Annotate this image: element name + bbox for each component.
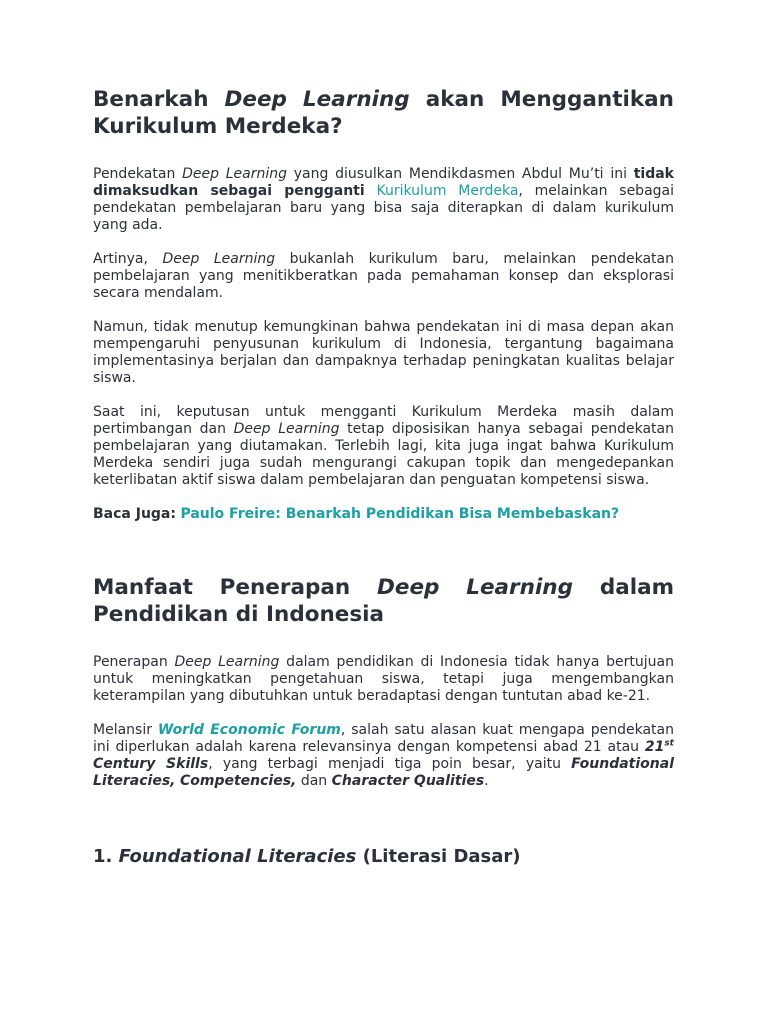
subheading-em: Foundational Literacies bbox=[118, 846, 357, 867]
kurikulum-merdeka-link[interactable]: Kurikulum Merdeka bbox=[376, 183, 519, 199]
subheading-foundational-literacies bbox=[93, 845, 674, 869]
p2-text-b: bukanlah kurikulum baru, melainkan pendekatan pembelajaran yang menitikberatkan pada pemahaman konsep dan eksplorasi secara mendalam. bbox=[93, 251, 674, 301]
section-title-pre: Manfaat Penerapan bbox=[93, 575, 378, 600]
subheading-num: 1. bbox=[93, 846, 119, 867]
p6-text-c: , yang terbagi menjadi tiga poin besar, yaitu bbox=[208, 756, 572, 772]
paragraph-5 bbox=[93, 654, 674, 705]
p6-text-e: dan bbox=[296, 773, 332, 789]
section-title-post: dalam Pendidikan di Indonesia bbox=[93, 575, 675, 627]
p6-text-a: Melansir bbox=[93, 722, 158, 738]
skills-rest: Century Skills bbox=[93, 756, 209, 772]
term-competencies: Competencies, bbox=[179, 773, 297, 789]
p4-text-b: tetap diposisikan hanya sebagai pendekatan pembelajaran yang diutamakan. Terlebih lagi, kita juga ingat bahwa Kurikulum Merdeka sendiri juga sudah mengurangi cakupan topik dan mengedepankan keterlibatan aktif siswa dalam pembelajaran dan penguatan kompetensi siswa. bbox=[93, 421, 674, 488]
title-post: akan Menggantikan Kurikulum Merdeka? bbox=[93, 87, 674, 139]
p1-text-a: Pendekatan bbox=[93, 166, 183, 182]
baca-juga-label: Baca Juga: bbox=[93, 506, 176, 522]
p4-em: Deep Learning bbox=[233, 421, 340, 437]
paragraph-4 bbox=[93, 404, 674, 489]
p1-em: Deep Learning bbox=[182, 166, 287, 182]
baca-juga bbox=[93, 506, 674, 523]
term-foundational-literacies: Foundational Literacies, bbox=[93, 756, 674, 789]
subheading-rest: (Literasi Dasar) bbox=[356, 846, 521, 867]
title-pre: Benarkah bbox=[93, 87, 225, 112]
p6-text-f: . bbox=[484, 773, 489, 789]
p5-text-a: Penerapan bbox=[93, 654, 175, 670]
section-title-em: Deep Learning bbox=[377, 575, 574, 600]
paragraph-1 bbox=[93, 166, 674, 234]
article-content bbox=[93, 86, 674, 869]
p1-text-b: yang diusulkan Mendikdasmen Abdul Mu’ti ini bbox=[286, 166, 634, 182]
p2-text-a: Artinya, bbox=[93, 251, 163, 267]
skills-sup: st bbox=[664, 738, 674, 749]
p6-text-b: , salah satu alasan kuat mengapa pendekatan ini diperlukan adalah karena relevansinya dengan kompetensi abad 21 atau bbox=[93, 722, 674, 755]
paragraph-6 bbox=[93, 722, 674, 790]
p5-text-b: dalam pendidikan di Indonesia tidak hanya bertujuan untuk meningkatkan pengetahuan siswa, tetapi juga mengembangkan keterampilan yang dibutuhkan untuk beradaptasi dengan tuntutan abad ke-21. bbox=[93, 654, 675, 704]
p1-strong: tidak dimaksudkan sebagai pengganti bbox=[93, 166, 674, 199]
p5-em: Deep Learning bbox=[174, 654, 280, 670]
p1-text-c bbox=[365, 183, 377, 199]
term-character-qualities: Character Qualities bbox=[331, 773, 485, 789]
p4-text-a: Saat ini, keputusan untuk mengganti Kurikulum Merdeka masih dalam pertimbangan dan bbox=[93, 404, 674, 437]
p2-em: Deep Learning bbox=[162, 251, 276, 267]
section-title bbox=[93, 574, 674, 628]
title-em: Deep Learning bbox=[224, 87, 410, 112]
world-economic-forum-link[interactable]: World Economic Forum bbox=[157, 722, 341, 738]
paragraph-2 bbox=[93, 251, 674, 302]
paragraph-3: Namun, tidak menutup kemungkinan bahwa pendekatan ini di masa depan akan mempengaruhi penyusunan kurikulum di Indonesia, tergantung bagaimana implementasinya berjalan dan dampaknya terhadap peningkatan kualitas belajar siswa. bbox=[93, 319, 674, 386]
article-title bbox=[93, 86, 674, 140]
skills-num: 21 bbox=[644, 739, 665, 755]
p1-text-d: , melainkan sebagai pendekatan pembelajaran baru yang bisa saja diterapkan di dalam kurikulum yang ada. bbox=[93, 183, 674, 233]
baca-juga-link[interactable]: Paulo Freire: Benarkah Pendidikan Bisa Membebaskan? bbox=[180, 506, 620, 522]
